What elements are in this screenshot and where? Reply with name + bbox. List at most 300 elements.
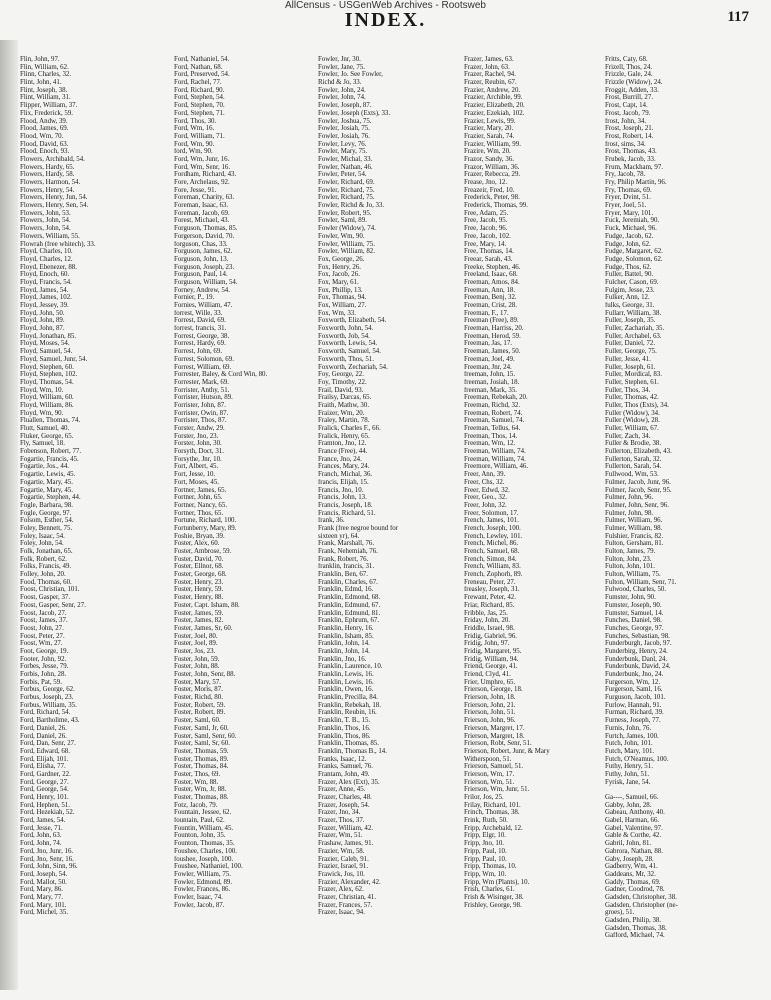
index-entry: Foster, John, 88. — [174, 663, 220, 671]
index-entry: Ford, Wm, 16. — [174, 125, 215, 133]
index-entry: Ford, Nathaniel, 54. — [174, 56, 230, 63]
index-entry: Forbis, John, 28. — [20, 671, 67, 678]
index-entry: Foster, John, Senr, 88. — [174, 671, 236, 678]
index-entry: Frink, Ruth, 50. — [464, 817, 508, 825]
index-entry: Foost, James, 37. — [20, 617, 68, 625]
index-entry: Fowler, Nathan, 46. — [318, 163, 373, 171]
index-entry: Frazer, James, 63. — [464, 56, 514, 63]
index-entry: Fogle, George, 97. — [20, 509, 72, 517]
index-entry: Frost, Robert, 14. — [605, 132, 654, 140]
index-entry: Flood, Andw, 39. — [20, 117, 68, 125]
index-entry: Floyd, Enoch, 60. — [20, 271, 70, 279]
index-entry: Fulton, Gersham, 81. — [605, 540, 664, 548]
index-entry: Foster, Saml, Senr, 60. — [174, 732, 237, 740]
index-entry: Flowers, Harmon, 54. — [20, 179, 81, 186]
index-entry: Foxworth, Zechariah, 54. — [318, 363, 388, 371]
index-entry: Foster, Thomas, 59. — [174, 747, 229, 755]
index-entry: French, Samuel, 68. — [464, 548, 520, 555]
index-entry: Forguson, Joseph, 23. — [174, 263, 235, 271]
index-entry: Flint, John, 41. — [20, 79, 62, 87]
index-entry: Fuck, Jeremiah, 90. — [605, 217, 660, 225]
index-entry: Furtch, James, 100. — [605, 732, 659, 740]
index-entry: Franklin, Ephrum, 67. — [318, 617, 380, 625]
index-entry: Frost, Capt, 14. — [605, 102, 648, 110]
index-entry: foushee, Joseph, 100. — [174, 855, 234, 863]
index-entry: Ford, John, Sinn, 96. — [20, 863, 78, 871]
index-entry: Freeman, Thos, 14. — [464, 432, 518, 440]
index-entry: Forrister, Anthy, 51. — [174, 386, 230, 394]
index-entry: Frantam, John, 49. — [318, 770, 370, 778]
index-entry: Fortune, Richard, 100. — [174, 517, 237, 525]
index-entry: Fowler, Peter, 54. — [318, 171, 367, 179]
index-entry: Freeman, Harriss, 20. — [464, 325, 524, 333]
index-column-2 — [174, 56, 312, 992]
index-entry: Foster, Alex, 60. — [174, 540, 220, 548]
index-entry: Folks, Francis, 49. — [20, 563, 72, 571]
index-entry: Frazer, William, 42. — [318, 824, 374, 832]
index-entry: Flowers, William, 55. — [20, 232, 80, 240]
index-entry: Fudge, Thos, 62. — [605, 263, 652, 271]
index-entry: Fulshier, Francis, 82. — [605, 532, 664, 540]
index-entry: Forguson, Paul, 14. — [174, 271, 228, 279]
index-entry: Fulmer, John, 98. — [605, 509, 654, 517]
index-entry: Fulmer, William, 98. — [605, 524, 663, 532]
index-entry: Frazire, Wm, 20. — [464, 148, 511, 156]
index-entry: Free, Adam, 25. — [464, 209, 509, 217]
index-entry: Foster, John, 59. — [174, 655, 220, 663]
index-entry: Ford, Bartholime, 43. — [20, 717, 80, 725]
index-entry: Ford, Elijah, 101. — [20, 755, 69, 763]
index-entry: Franklin, Lewis, 16. — [318, 671, 374, 678]
index-entry: Fort, Moses, 45. — [174, 478, 219, 486]
index-entry: Frazier, Archible, 99. — [464, 94, 523, 102]
index-entry: Free, Jacob, 102. — [464, 232, 511, 240]
index-entry: Foster, Saml, Sr, 60. — [174, 740, 230, 748]
index-entry: Fuller, Daniel, 72. — [605, 340, 656, 348]
index-entry: Freeman, Tellus, 64. — [464, 425, 521, 432]
index-entry: Fudge, John, 62. — [605, 240, 651, 248]
index-column-5 — [605, 56, 747, 992]
index-entry: Fox, Phillip, 13. — [318, 286, 363, 294]
index-entry: Fripp, Archebald, 12. — [464, 824, 523, 832]
index-entry: Foost, Wm, 27. — [20, 640, 63, 648]
index-entry: Frierson, John, 18. — [464, 694, 516, 702]
index-entry: Frierson, Wm, Junr, 51. — [464, 786, 530, 794]
index-entry: francis, Elijah, 15. — [318, 478, 369, 486]
index-entry: Frank, Nehemiah, 76. — [318, 548, 378, 555]
index-entry: Franklin, Edmond, 68. — [318, 594, 381, 602]
index-entry: Founton, Thomas, 35. — [174, 840, 235, 848]
index-entry: Ford, Wm, Senr, 16. — [174, 163, 231, 171]
index-entry: Freeman, Samuel, 74. — [464, 417, 525, 425]
index-entry: Fripp, Wm, 10. — [464, 870, 507, 878]
index-entry: Fulmer, William, 96. — [605, 517, 663, 525]
index-entry: Franklin, Isham, 85. — [318, 632, 374, 640]
index-entry: Foshie, Bryan, 39. — [174, 532, 225, 540]
index-entry: Fullerton, Sarah, 54. — [605, 463, 662, 471]
index-entry: Fullerton, Sarah, 32. — [605, 455, 662, 463]
index-entry: Frederick, Thomas, 99. — [464, 202, 528, 210]
index-entry: Free, Jacob, 96. — [464, 225, 508, 233]
index-entry: Ford, Preserved, 54. — [174, 71, 230, 79]
index-entry: Franklin, Thos, 86. — [318, 732, 371, 740]
index-entry: Flin, William, 62. — [20, 63, 69, 71]
index-entry: Fry, Jacob, 78. — [605, 171, 646, 179]
index-entry: Freeman (Free), 89. — [464, 317, 519, 325]
index-entry: Fornier, P., 19. — [174, 294, 215, 302]
index-entry: Freeman, Jas, 17. — [464, 340, 513, 348]
index-entry: Frizell, Thos, 24. — [605, 63, 653, 71]
index-entry: Fripp, Elgr, 10. — [464, 832, 507, 840]
index-entry: Ford, Joseph, 54. — [20, 870, 68, 878]
index-entry: Fudge, Margaret, 62. — [605, 248, 663, 256]
index-entry: Foster, Joel, 89. — [174, 640, 218, 648]
index-entry: Franch, Michal, 36. — [318, 471, 373, 479]
index-entry: Floyd, John, 50. — [20, 309, 65, 317]
index-entry: Frease, Jno, 12. — [464, 179, 508, 186]
index-entry: Floyd, Thomas, 54. — [20, 378, 74, 386]
index-entry: Frazier, Israel, 91. — [318, 863, 369, 871]
index-entry: Fryer, Mary, 101. — [605, 209, 654, 217]
index-entry: Frizzle (Widow), 24. — [605, 79, 663, 87]
index-entry: fountain, Paul, 62. — [174, 817, 225, 825]
index-entry: Freer, Chs, 32. — [464, 478, 505, 486]
index-entry: Forrest, William, 69. — [174, 363, 232, 371]
index-entry: French, Lewley, 101. — [464, 532, 523, 540]
index-entry: Funches, George, 97. — [605, 624, 664, 632]
index-entry: Fridig, Margaret, 95. — [464, 647, 522, 655]
index-entry: Franklin, Precilla, 84. — [318, 694, 378, 702]
index-entry: Forbus, William, 35. — [20, 701, 77, 709]
index-entry: Franklin, John, 14. — [318, 640, 370, 648]
index-entry: Frazer, Alex, 62. — [318, 886, 364, 894]
index-entry: Forguson, James, 62. — [174, 248, 233, 256]
index-column-3 — [318, 56, 458, 992]
index-entry: Floyd, Samuel, 54. — [20, 348, 73, 356]
index-entry: Fumster, Samuel, 14. — [605, 609, 664, 617]
index-entry: Frazer, Jno, 34. — [318, 809, 361, 817]
index-entry: Fowler, Joseph, 87. — [318, 102, 372, 110]
index-entry: freasley, Joseph, 31. — [464, 586, 520, 594]
index-entry: Ford, Elisha, 77. — [20, 763, 66, 771]
index-entry: Freear, Sarah, 43. — [464, 255, 513, 263]
index-entry: Frubek, Jacob, 33. — [605, 155, 656, 163]
index-entry: Fuller, Joseph, 35. — [605, 317, 656, 325]
index-entry: Foster, Jos, 23. — [174, 647, 216, 655]
index-entry: Forbes, Jesse, 79. — [20, 663, 69, 671]
index-entry: Forguson, William, 54. — [174, 278, 238, 286]
index-entry: Foster, Wm, Jr, 88. — [174, 786, 227, 794]
index-entry: Fuller, George, 75. — [605, 348, 657, 356]
index-entry: Freeke, Stephen, 46. — [464, 263, 521, 271]
index-entry: France, Jno, 24. — [318, 455, 362, 463]
index-entry: Ford, William, 71. — [174, 132, 225, 140]
index-entry: Franklin, John, 14. — [318, 647, 370, 655]
index-entry: Gaddeans, Mr, 32. — [605, 870, 656, 878]
index-entry: Frazer, Rachel, 94. — [464, 71, 516, 79]
index-entry: Framton, Jno, 12. — [318, 440, 367, 448]
index-entry: Fountain, Jessee, 62. — [174, 809, 232, 817]
index-entry: Francis, John, 13. — [318, 494, 367, 502]
index-entry: Freeman, Robert, 74. — [464, 409, 523, 417]
index-entry: Fowler, William, 75. — [174, 870, 231, 878]
index-entry: Franklin, Lewis, 16. — [318, 678, 374, 686]
index-entry: Fowler, Edmond, 89. — [174, 878, 233, 886]
index-entry: Fripp, Jno, 10. — [464, 840, 505, 848]
index-entry: Forest, Michael, 43. — [174, 217, 230, 225]
index-entry: Fortner, John, 65. — [174, 494, 223, 502]
index-entry: Frederick, Peter, 98. — [464, 194, 520, 202]
index-entry: Floyd, Stephen, 102. — [20, 371, 78, 379]
index-entry: Foster, James, Sr, 60. — [174, 624, 233, 632]
index-entry: Frewant, Peter, 42. — [464, 594, 516, 602]
index-entry: Fripp, Paul, 10. — [464, 855, 507, 863]
index-entry: Ford, Wm, Junr, 16. — [174, 155, 230, 163]
index-entry: Ford, George, 54. — [20, 786, 69, 794]
index-entry: Fowler, Richard, 75. — [318, 194, 375, 202]
index-entry: Freeman, Benj, 32. — [464, 294, 517, 302]
index-entry: Fripp, Paul, 10. — [464, 847, 507, 855]
index-entry: Fore, Jesse, 91. — [174, 186, 217, 194]
index-entry: Funderburgh, Jacob, 97. — [605, 640, 672, 648]
index-entry: Frazier, Elizabeth, 20. — [464, 102, 525, 110]
index-entry: Fulgim, Jesse, 23. — [605, 286, 655, 294]
index-entry: Fowler, Frances, 86. — [174, 886, 231, 894]
index-entry: Franklin, Laurence, 10. — [318, 663, 383, 671]
index-entry: Flutt, Samuel, 40. — [20, 425, 70, 432]
index-entry: Ford, Jesse, 71. — [20, 824, 63, 832]
index-entry: Footer, John, 92. — [20, 655, 67, 663]
index-entry: Fobenson, Robert, 77. — [20, 448, 82, 456]
index-entry: Freeland, Isaac, 68. — [464, 271, 518, 279]
index-entry: Funches, Sebastian, 98. — [605, 632, 670, 640]
index-entry: Fowler, Jane, 75. — [318, 63, 365, 71]
index-entry: Floyd, Charles, 10. — [20, 248, 73, 256]
index-entry: Fuller, Thos (Exts), 34. — [605, 401, 669, 409]
index-entry: Frazier, Caleb, 91. — [318, 855, 369, 863]
index-entry: Frilor, Jos, 25. — [464, 794, 504, 801]
page-title: INDEX. — [344, 9, 427, 31]
index-entry: Fulton, William, 75. — [605, 571, 661, 579]
index-entry: Fort, Albert, 45. — [174, 463, 219, 471]
index-entry: Frazer, Rebecca, 29. — [464, 171, 521, 179]
index-entry: Foster, David, 70. — [174, 555, 224, 563]
index-entry: Fountin, William, 45. — [174, 824, 234, 832]
index-entry: Fulcher, Cason, 69. — [605, 278, 659, 286]
index-entry: Ford, John, 63. — [20, 832, 62, 840]
index-entry: Franklin, Owen, 16. — [318, 686, 374, 694]
index-entry: Franklin, Thomas, 85. — [318, 740, 379, 748]
index-entry: Foy, Timothy, 22. — [318, 378, 367, 386]
index-entry: Forrest, Hardy, 69. — [174, 340, 226, 348]
index-entry: Freneau, Peter, 27. — [464, 578, 516, 586]
index-entry: Ford, Mary, 101. — [20, 901, 67, 909]
index-entry: Fryer, Joel, 51. — [605, 202, 647, 210]
index-entry: Richd & Jo, 33. — [318, 79, 362, 87]
index-entry: Flowers, Archibald, 54. — [20, 155, 85, 163]
index-entry: Foley, Bennett, 75. — [20, 524, 73, 532]
index-entry: Fox, Jacob, 26. — [318, 271, 360, 279]
index-entry: French, William, 83. — [464, 563, 521, 571]
index-entry: Frashaw, James, 91. — [318, 840, 374, 848]
index-entry: Fogartie, Mary, 45. — [20, 478, 73, 486]
index-entry: Frazer, Anne, 45. — [318, 786, 366, 794]
index-entry: Fullwood, Wm, 53. — [605, 471, 659, 479]
index-entry: Fullerton, Elizabeth, 43. — [605, 448, 672, 456]
index-entry: Fuller, Thomas, 42. — [605, 394, 659, 402]
index-entry: Freeman, Ann, 18. — [464, 286, 516, 294]
index-entry: Fulmer, Jacob, Junr, 96. — [605, 478, 671, 486]
index-entry: Futch, O'Neamus, 100. — [605, 755, 669, 763]
index-entry: Witherspoon, 51. — [464, 755, 512, 763]
index-entry: Frazier, William, 99. — [464, 140, 521, 148]
index-entry: Franklin, Edmund, 67. — [318, 601, 381, 609]
index-entry: Funderbirg, Henry, 24. — [605, 647, 668, 655]
index-entry: Fulmer, Jacob, Senr, 95. — [605, 486, 672, 494]
index-entry: Fulton, John, 23. — [605, 555, 652, 563]
index-entry: Freeman, Herod, 59. — [464, 332, 521, 340]
index-entry: Frierson, Margret, 17. — [464, 724, 525, 732]
index-entry: Frum, Mackham, 97. — [605, 163, 663, 171]
index-entry: Friday, John, 20. — [464, 617, 511, 625]
index-entry: Freer, Solomon, 17. — [464, 509, 519, 517]
index-entry: Fluallen, Thomas, 74. — [20, 417, 81, 425]
index-entry: Fridig, John, 97. — [464, 640, 510, 648]
index-entry: Frierson, Wm, 51. — [464, 778, 515, 786]
index-entry: Fore, Archelaus, 92. — [174, 179, 230, 186]
index-entry: Fuller & Brodie, 38. — [605, 440, 662, 448]
index-entry: Funderbunk, Danl, 24. — [605, 655, 668, 663]
index-entry: Flood, David, 63. — [20, 140, 69, 148]
index-entry: Gadsden, Philip, 38. — [605, 917, 662, 924]
index-entry: Foster, Thos, 69. — [174, 770, 221, 778]
index-entry: Fogartie, Stephen, 44. — [20, 494, 81, 502]
index-entry: ford, Wm, 90. — [174, 148, 213, 156]
index-entry: Frost, Joseph, 21. — [605, 125, 654, 133]
index-entry: Fox, Thomas, 94. — [318, 294, 367, 302]
index-entry: Fryer, Dvint, 51. — [605, 194, 651, 202]
index-entry: Foley, John, 54. — [20, 540, 64, 548]
index-entry: Fogartie, Lewis, 45. — [20, 471, 76, 479]
index-entry: Flood, James, 69. — [20, 125, 69, 133]
scan-binding-edge — [0, 40, 18, 990]
index-entry: Fowler, Mary, 75. — [318, 148, 368, 156]
index-entry: Fuller, Battel, 90. — [605, 271, 654, 279]
index-entry: Frazer, Thos, 37. — [318, 817, 365, 825]
index-entry: Freeman, William, 74. — [464, 455, 526, 463]
index-entry: Frazier, Ezekiah, 102. — [464, 109, 525, 117]
index-entry: Flowers, Henry, 54. — [20, 186, 75, 194]
index-entry: freeman, Mark, 35. — [464, 386, 517, 394]
index-entry: Foot, George, 19. — [20, 647, 69, 655]
index-entry: Foster, Thomas, 84. — [174, 763, 229, 771]
index-entry: Fridig, William, 94. — [464, 655, 519, 663]
index-entry: Fuller, Zach, 34. — [605, 432, 651, 440]
index-entry: Frazer, Alex (Ext), 35. — [318, 778, 380, 786]
index-entry: French, James, 101. — [464, 517, 519, 525]
index-entry: Frazier, Wm, 58. — [318, 847, 365, 855]
index-entry: Gabril, John, 81. — [605, 840, 652, 848]
archive-site-header: AllCensus - USGenWeb Archives - Rootsweb — [284, 0, 486, 11]
index-entry: Furgerson, Wm, 12. — [605, 678, 661, 686]
index-entry: Frazier, Sarah, 74. — [464, 132, 515, 140]
index-entry: Forster, Andw, 29. — [174, 425, 225, 432]
index-entry: Fraley, Martin, 78. — [318, 417, 370, 425]
index-entry: Floyd, Stephen, 60. — [20, 363, 74, 371]
index-entry: Ford, Dan, Senr, 27. — [20, 740, 76, 748]
index-entry: Flin, John, 97. — [20, 56, 60, 63]
index-entry: Gadsden, Christopher, 38. — [605, 893, 677, 901]
index-entry: Foster, Henry, 59. — [174, 586, 224, 594]
index-entry: Gadberry, Wm, 41. — [605, 863, 658, 871]
index-entry: Foreman, Jacob, 69. — [174, 209, 230, 217]
index-entry: Funderbunk, Jno, 24. — [605, 671, 664, 678]
index-entry: freeman, Josiah, 18. — [464, 378, 520, 386]
index-entry: Flowers, John, 54. — [20, 217, 71, 225]
index-entry: Flowers, Henry, Sen, 54. — [20, 202, 89, 210]
index-entry: Floyd, Francis, 54. — [20, 278, 72, 286]
index-entry: Furnis, John, 76. — [605, 724, 652, 732]
index-entry: Furlow, Hannah, 91. — [605, 701, 662, 709]
index-entry: fulks, George, 31. — [605, 302, 655, 309]
index-entry: Ford, Mary, 77. — [20, 893, 63, 901]
page-number: 117 — [727, 9, 749, 25]
index-entry: Forbus, Joseph, 23. — [20, 694, 74, 702]
index-entry: Foster, Thomas, 89. — [174, 755, 229, 763]
index-entry: Franklin, T. B., 15. — [318, 717, 371, 725]
index-entry: Friddle, Israel, 98. — [464, 624, 515, 632]
index-entry: Fumster, Joseph, 90. — [605, 601, 662, 609]
index-entry: Froggit, Adden, 33. — [605, 86, 659, 94]
index-entry: Freeman, Rebekah, 20. — [464, 394, 528, 402]
index-entry: Fudge, Solomon, 62. — [605, 255, 663, 263]
index-entry: Freazeir, Fred, 10. — [464, 186, 515, 194]
index-entry: Freeman, Amos, 84. — [464, 278, 520, 286]
index-entry: Frazer, Joseph, 54. — [318, 801, 370, 809]
index-entry: Fry, Philip Martin, 96. — [605, 179, 667, 186]
index-entry: Fogartie, Mary, 45. — [20, 486, 73, 494]
index-entry: Foost, Gasper, 37. — [20, 594, 71, 602]
index-entry: Frazor, William, 36. — [464, 163, 520, 171]
index-entry: Fribble, Jas, 25. — [464, 609, 508, 617]
index-entry: Gaddy, Thomas, 69. — [605, 878, 661, 886]
index-entry: Freer, Edwd, 32. — [464, 486, 510, 494]
index-entry: Ford, George, 27. — [20, 778, 69, 786]
index-entry: Franks, Isaac, 12. — [318, 755, 367, 763]
index-entry: Ford, Rachel, 77. — [174, 79, 222, 87]
index-entry: Friend, Clyd, 41. — [464, 671, 511, 678]
index-entry: Frazer, Reubin, 67. — [464, 79, 517, 87]
index-entry: Fortner, Thos, 65. — [174, 509, 224, 517]
index-entry: Frazier, Andrew, 20. — [464, 86, 521, 94]
index-entry: Flint, Joseph, 38. — [20, 86, 68, 94]
index-entry: Floyd, William, 86. — [20, 401, 74, 409]
index-entry: Fox, Henry, 26. — [318, 263, 361, 271]
index-entry: Flix, Frederick, 59. — [20, 109, 74, 117]
index-entry: Fortner, Nancy, 65. — [174, 501, 228, 509]
index-entry: Franklin, Ben, 67. — [318, 571, 368, 579]
index-entry: Forbus, George, 62. — [20, 686, 75, 694]
index-entry: Funderbunk, David, 24. — [605, 663, 671, 671]
index-entry: Foy, George, 22. — [318, 371, 364, 379]
index-entry: Fripp, Wm (Plants), 10. — [464, 878, 530, 886]
index-entry: Ford, Stephen, 70. — [174, 102, 225, 110]
index-entry: sixteen yr), 64. — [318, 532, 360, 540]
index-entry: Fordham, Richard, 43. — [174, 171, 237, 179]
index-entry: Frost, Thomas, 43. — [605, 148, 657, 156]
index-entry: Fowler, Josiah, 76. — [318, 132, 370, 140]
index-entry: Forrister, Owin, 87. — [174, 409, 229, 417]
